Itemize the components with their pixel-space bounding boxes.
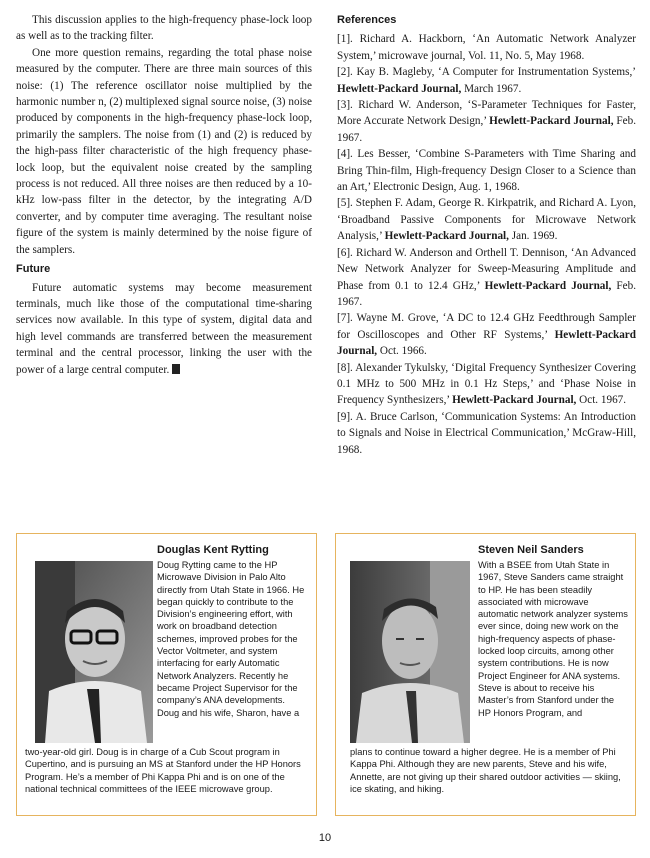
author-name: Steven Neil Sanders xyxy=(478,544,584,556)
author-bio-rytting xyxy=(16,533,317,816)
reference-journal: Hewlett-Packard Journal, xyxy=(484,279,612,292)
reference-text: [7]. Wayne M. Grove, ‘A DC to 12.4 GHz Feedthrough Sampler for Oscilloscopes and Other RF Systems,’ xyxy=(337,312,636,341)
reference-date: Feb. 1967. xyxy=(337,279,636,308)
reference-item xyxy=(337,310,636,359)
future-text: Future automatic systems may become measurement terminals, much like those of the computational time-sharing services now available. In this type of system, digital data and high level commands are transferred between the measurement terminal and the central processor, linking the user with the power of a large central computer. xyxy=(16,281,312,376)
end-of-article-icon xyxy=(172,364,180,374)
portrait-photo-icon xyxy=(350,561,470,743)
reference-text: [4]. Les Besser, ‘Combine S-Parameters with Time Sharing and Bring Thin-film, High-frequency Design Closer to a Science than an Art,’ Electronic Design, Aug. 1, 1968. xyxy=(337,148,636,194)
references-heading: References xyxy=(337,14,397,26)
left-text-column xyxy=(16,12,312,378)
reference-journal: Hewlett-Packard Journal, xyxy=(452,394,577,407)
reference-journal: Hewlett-Packard Journal, xyxy=(337,82,462,95)
reference-item xyxy=(337,245,636,311)
reference-text: [9]. A. Bruce Carlson, ‘Communication Systems: An Introduction to Signals and Noise in Electrical Communication,’ McGraw-Hill, 1968. xyxy=(337,410,636,456)
reference-item xyxy=(337,64,636,97)
reference-item xyxy=(337,195,636,244)
reference-text: [5]. Stephen F. Adam, George R. Kirkpatrik, and Richard A. Lyon, ‘Broadband Passive Components for Microwave Network Analysis,’ xyxy=(337,197,636,243)
reference-text: [8]. Alexander Tykulsky, ‘Digital Frequency Synthesizer Covering 0.1 MHz to 500 MHz in 0.1 Hz Steps,’ and ‘Phase Noise in Frequency Synthesizers,’ xyxy=(337,361,636,407)
portrait-photo-icon xyxy=(35,561,153,743)
references-column xyxy=(337,12,636,458)
author-bio-text-continued: two-year-old girl. Doug is in charge of a Cub Scout program in Cupertino, and is pursuing an MS at Stanford under the HP Honors Program. He’s a member of Phi Kappa Phi and is on one of the national technical committees of the IEEE microwave group. xyxy=(25,747,301,794)
reference-item xyxy=(337,31,636,64)
author-bio-text-continued: plans to continue toward a higher degree. He is a member of Phi Kappa Phi. Although they are new parents, Steve and his wife, Annette, are not giving up their shared outdoor activities — skiing, ice skating, and hiking. xyxy=(350,747,621,794)
reference-date: Oct. 1967. xyxy=(576,394,627,407)
reference-date: Jan. 1969. xyxy=(508,230,558,243)
reference-text: [6]. Richard W. Anderson and Orthell T. Dennison, ‘An Advanced New Network Analyzer for Sweep-Measuring Amplitude and Phase from 0.1 to 12.4 GHz,’ xyxy=(337,246,636,292)
reference-text: [2]. Kay B. Magleby, ‘A Computer for Instrumentation Systems,’ xyxy=(337,66,636,79)
author-photo xyxy=(35,561,153,743)
author-photo xyxy=(350,561,470,743)
reference-item xyxy=(337,409,636,458)
author-bio-text: With a BSEE from Utah State in 1967, Steve Sanders came straight to HP. He has been steadily associated with microwave automatic network analyzer systems ever since, doing new work on the high-frequency aspects of phase-locked loop circuits, among other system contributions. He is now Project Engineer for ANA systems. Steve is about to receive his Master’s from Stanford under the HP Honors Program, and xyxy=(478,560,628,718)
reference-journal: Hewlett-Packard Journal, xyxy=(384,230,509,243)
section-heading-future: Future xyxy=(16,263,51,276)
reference-item xyxy=(337,360,636,409)
reference-item xyxy=(337,146,636,195)
reference-item xyxy=(337,97,636,146)
body-paragraph: This discussion applies to the high-frequency phase-lock loop as well as to the tracking filter. xyxy=(16,14,312,43)
reference-date: Oct. 1966. xyxy=(377,345,427,358)
reference-journal: Hewlett-Packard Journal, xyxy=(489,115,614,128)
reference-journal: Hewlett-Packard Journal, xyxy=(337,328,636,358)
author-bio-sanders xyxy=(335,533,636,816)
reference-date: Feb. 1967. xyxy=(337,115,636,144)
reference-text: [1]. Richard A. Hackborn, ‘An Automatic Network Analyzer System,’ microwave journal, Vol. 11, No. 5, May 1968. xyxy=(337,33,636,62)
page-number: 10 xyxy=(318,832,332,844)
body-paragraph: One more question remains, regarding the total phase noise measured by the computer. There are three main sources of this noise: (1) The reference oscillator noise multiplied by the harmonic number n, (2) multiplexed signal source noise, (3) noise produced by components in the high-frequency phase-lock loop, primarily the samplers. The noise from (1) and (2) is reduced by the high-pass filter characteristic of the high frequency phase-lock loop, but the equivalent noise created by the sampling process is not reduced. All three noises are then reduced by a 10-kHz low-pass filter in the detector, by the integrating A/D converter, and by computer time averaging. The resultant noise figure of the system is mainly determined by the noise figure of the samplers. xyxy=(16,46,312,256)
author-name: Douglas Kent Rytting xyxy=(157,544,269,556)
reference-text: [3]. Richard W. Anderson, ‘S-Parameter Techniques for Faster, More Accurate Network Design,’ xyxy=(337,99,636,128)
reference-list xyxy=(337,31,636,458)
author-bio-text: Doug Rytting came to the HP Microwave Division in Palo Alto directly from Utah State in 1966. He began quickly to contribute to the Division’s engineering effort, with work on broadband detection schemes, improved probes for the Vector Voltmeter, and system interfacing for early Automatic Network Analyzers. Recently he became Project Supervisor for the company’s ANA developments. Doug and his wife, Sharon, have a xyxy=(157,560,305,718)
body-paragraph xyxy=(16,280,312,378)
reference-date: March 1967. xyxy=(461,82,522,95)
